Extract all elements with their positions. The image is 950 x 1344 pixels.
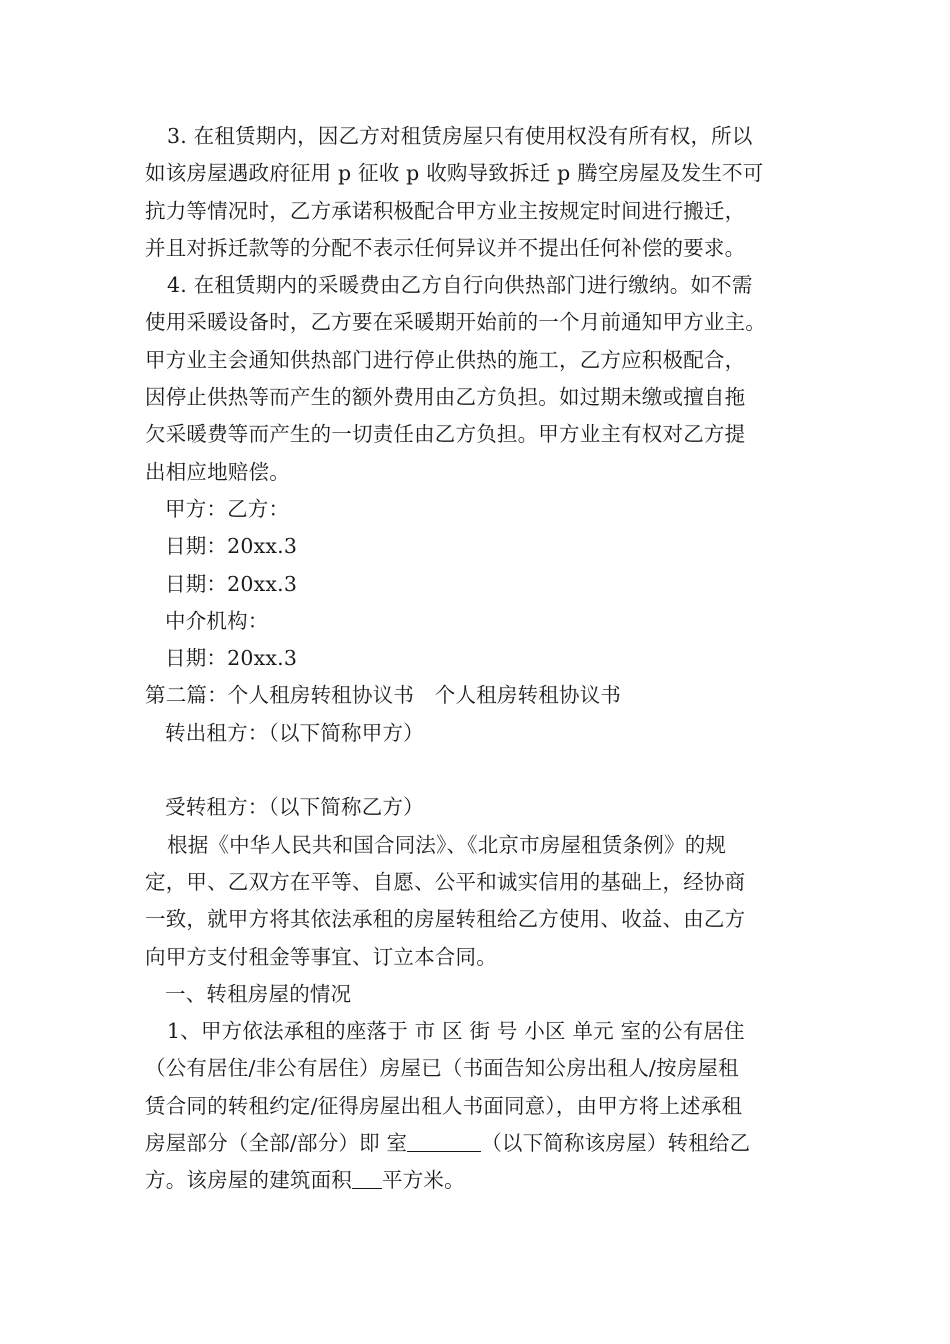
date-line: 日期：20xx.3 — [165, 571, 298, 596]
paragraph-line: 赁合同的转租约定/征得房屋出租人书面同意），由甲方将上述承租 — [145, 1093, 743, 1118]
paragraph-line: 定，甲、乙双方在平等、自愿、公平和诚实信用的基础上，经协商 — [145, 869, 746, 894]
date-line: 日期：20xx.3 — [165, 534, 298, 559]
signature-line: 甲方：乙方： — [165, 496, 290, 521]
paragraph-line: 3. 在租赁期内，因乙方对租赁房屋只有使用权没有所有权，所以 — [167, 124, 753, 148]
paragraph-line: 根据《中华人民共和国合同法》、《北京市房屋租赁条例》的规 — [167, 832, 727, 857]
paragraph-line: 4. 在租赁期内的采暖费由乙方自行向供热部门进行缴纳。如不需 — [167, 273, 753, 298]
paragraph-line: （公有居住/非公有居住）房屋已（书面告知公房出租人/按房屋租 — [145, 1056, 739, 1081]
paragraph-line: 并且对拆迁款等的分配不表示任何异议并不提出任何补偿的要求。 — [145, 235, 746, 260]
section-heading: 第二篇：个人租房转租协议书 个人租房转租协议书 — [145, 683, 622, 708]
text-segment: 方。该房屋的建筑面积 — [145, 1168, 352, 1193]
party-line: 转出租方：（以下简称甲方） — [165, 720, 424, 745]
fill-in-blank — [352, 1166, 382, 1189]
party-line: 受转租方：（以下简称乙方） — [165, 795, 424, 820]
date-line: 日期：20xx.3 — [165, 646, 298, 671]
paragraph-line: 1、甲方依法承租的座落于 市 区 街 号 小区 单元 室的公有居住 — [167, 1019, 745, 1044]
paragraph-line: 甲方业主会通知供热部门进行停止供热的施工，乙方应积极配合， — [145, 347, 746, 372]
subsection-heading: 一、转租房屋的情况 — [165, 981, 352, 1006]
paragraph-line: 向甲方支付租金等事宜、订立本合同。 — [145, 944, 497, 969]
paragraph-line — [145, 1125, 825, 1162]
paragraph-line: 抗力等情况时，乙方承诺积极配合甲方业主按规定时间进行搬迁， — [145, 198, 746, 223]
fill-in-blank — [407, 1129, 481, 1152]
text-segment: 平方米。 — [382, 1168, 465, 1193]
document-body — [145, 118, 825, 1200]
paragraph-line — [145, 1162, 825, 1199]
agency-line: 中介机构： — [165, 608, 269, 633]
text-segment: 房屋部分（全部/部分）即 室 — [145, 1131, 408, 1156]
text-segment: （以下简称该房屋）转租给乙 — [481, 1131, 751, 1156]
blank-line — [145, 752, 825, 789]
paragraph-line: 因停止供热等而产生的额外费用由乙方负担。如过期未缴或擅自拖 — [145, 385, 746, 410]
paragraph-line: 出相应地赔偿。 — [145, 459, 290, 484]
paragraph-line: 如该房屋遇政府征用 p 征收 p 收购导致拆迁 p 腾空房屋及发生不可 — [145, 161, 764, 186]
paragraph-line: 一致，就甲方将其依法承租的房屋转租给乙方使用、收益、由乙方 — [145, 907, 746, 932]
paragraph-line: 使用采暖设备时，乙方要在采暖期开始前的一个月前通知甲方业主。 — [145, 310, 766, 335]
paragraph-line: 欠采暖费等而产生的一切责任由乙方负担。甲方业主有权对乙方提 — [145, 422, 746, 447]
